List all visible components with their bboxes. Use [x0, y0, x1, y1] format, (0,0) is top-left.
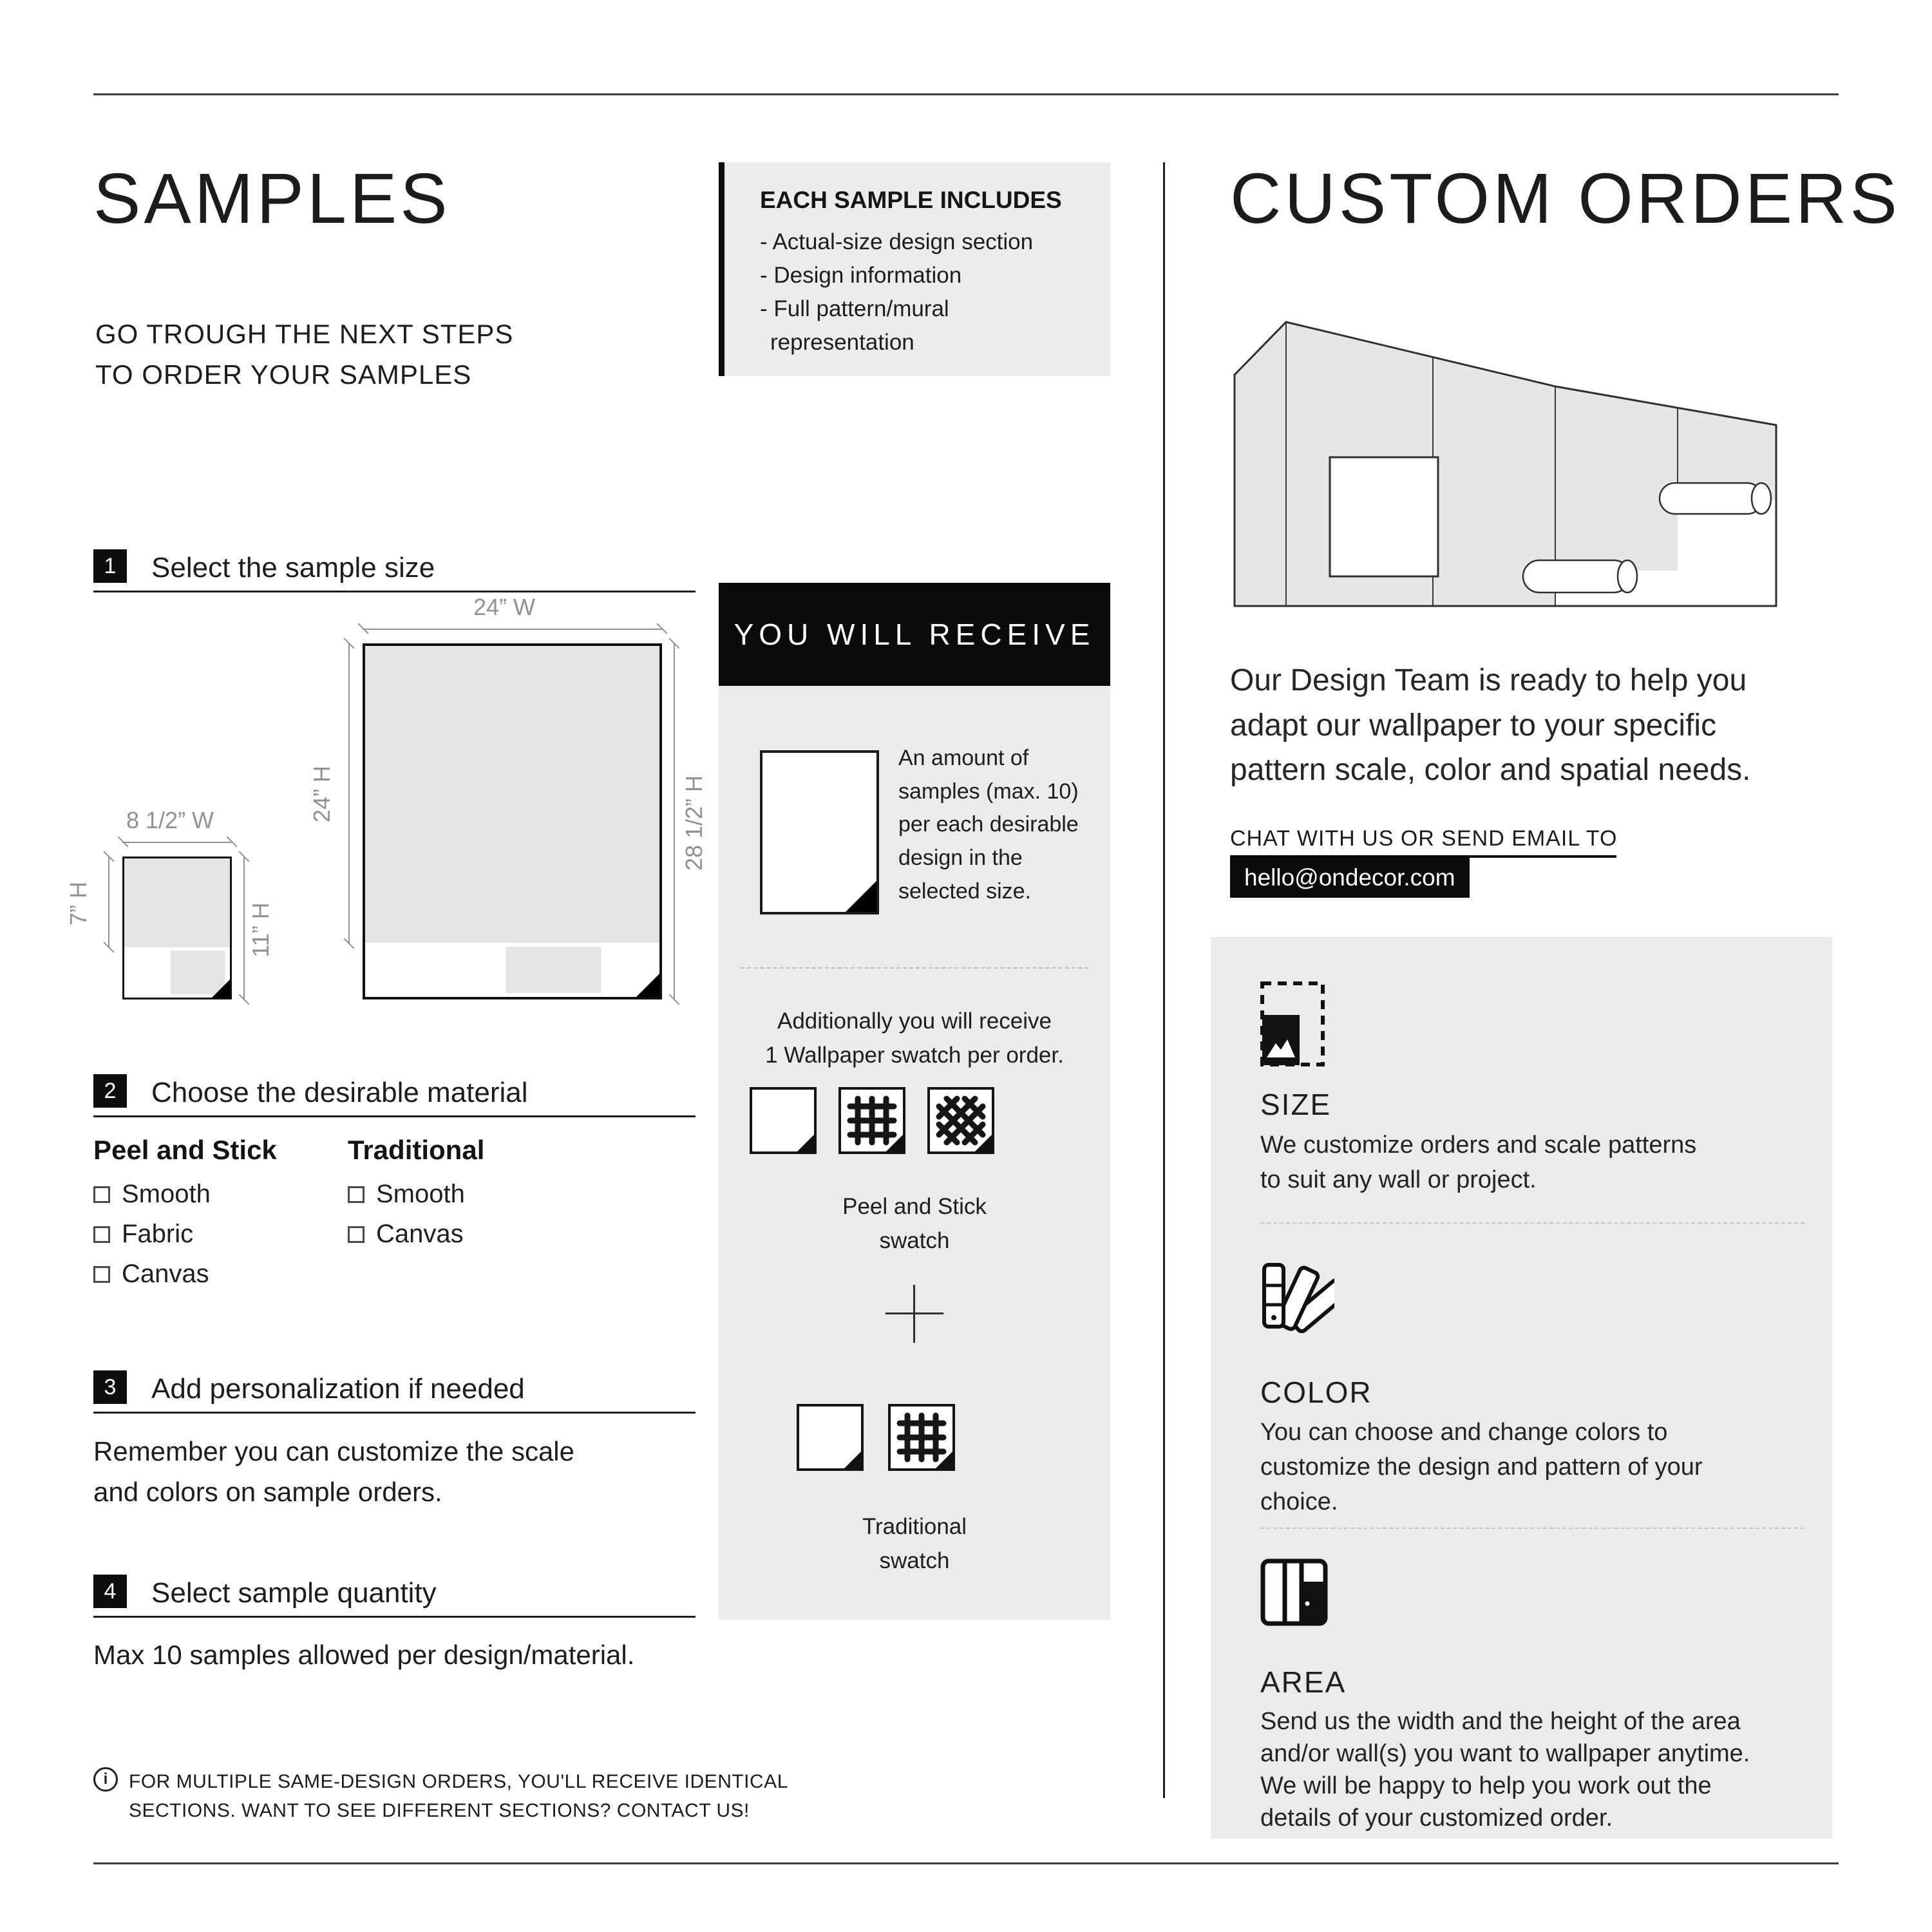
color-text	[1260, 1416, 1703, 1520]
samples-intro-line1: GO TROUGH THE NEXT STEPS	[95, 319, 514, 349]
custom-intro	[1230, 658, 1751, 793]
step3-note-line2: and colors on sample orders.	[93, 1477, 442, 1507]
small-width-label: 8 1/2” W	[126, 807, 214, 833]
color-swatch-fan-icon	[1260, 1261, 1334, 1333]
small-height-left-label: 7” H	[65, 882, 91, 926]
footnote	[129, 1767, 788, 1825]
amount-line: samples (max. 10)	[898, 779, 1079, 804]
large-sample-info-band	[365, 943, 659, 997]
step2-number: 2	[93, 1074, 127, 1108]
step4-number: 4	[93, 1575, 127, 1608]
option-traditional-smooth[interactable]	[348, 1180, 465, 1209]
traditional-swatch-caption	[719, 1510, 1110, 1578]
step3-label: Add personalization if needed	[151, 1373, 525, 1405]
option-label: Canvas	[376, 1220, 464, 1248]
option-traditional-canvas[interactable]	[348, 1220, 464, 1249]
caption-line1: Peel and Stick	[842, 1194, 987, 1219]
option-peel-canvas[interactable]	[93, 1260, 209, 1289]
includes-item: - Actual-size design section	[760, 229, 1034, 254]
step4-label: Select sample quantity	[151, 1577, 437, 1609]
step3-note-line1: Remember you can customize the scale	[93, 1436, 574, 1466]
lattice-swatch-icon	[927, 1087, 994, 1154]
samples-intro	[95, 314, 513, 395]
samples-intro-line2: TO ORDER YOUR SAMPLES	[95, 359, 472, 390]
peel-swatch-caption	[719, 1190, 1110, 1258]
size-heading: SIZE	[1260, 1088, 1332, 1121]
amount-line: selected size.	[898, 878, 1031, 904]
plain-swatch-icon	[750, 1087, 817, 1154]
plain-swatch-icon	[797, 1404, 864, 1471]
size-line: We customize orders and scale patterns	[1260, 1132, 1697, 1159]
additionally-line2: 1 Wallpaper swatch per order.	[765, 1042, 1064, 1068]
color-line: choice.	[1260, 1488, 1338, 1515]
step3-note	[93, 1431, 574, 1512]
amount-line: design in the	[898, 846, 1023, 871]
amount-line: per each desirable	[898, 812, 1079, 837]
step1-number: 1	[93, 549, 127, 583]
step2-underline	[93, 1115, 696, 1117]
large-sample-fold-corner	[636, 974, 659, 997]
area-heading: AREA	[1260, 1665, 1347, 1699]
grid-swatch-icon	[888, 1404, 955, 1471]
large-width-label: 24” W	[473, 594, 536, 620]
bottom-divider	[93, 1862, 1839, 1864]
step4-underline	[93, 1616, 696, 1618]
page-fold-corner	[846, 881, 876, 912]
info-icon-glyph: i	[103, 1770, 108, 1788]
step3-number: 3	[93, 1370, 127, 1404]
caption-line2: swatch	[879, 1548, 950, 1573]
checkbox-icon[interactable]	[348, 1186, 365, 1203]
includes-item: representation	[770, 330, 914, 355]
custom-intro-line1: Our Design Team is ready to help you	[1230, 663, 1747, 697]
includes-item: - Design information	[760, 263, 962, 288]
info-icon	[93, 1767, 118, 1792]
area-line: details of your customized order.	[1260, 1804, 1613, 1832]
wallpaper-wall-illustration	[1233, 321, 1777, 623]
custom-intro-line2: adapt our wallpaper to your specific	[1230, 708, 1717, 743]
checkbox-icon[interactable]	[348, 1226, 365, 1243]
footnote-line2: SECTIONS. WANT TO SEE DIFFERENT SECTIONS? CONTACT US!	[129, 1800, 750, 1821]
material-peel-title: Peel and Stick	[93, 1135, 277, 1165]
large-height-left-dim-line	[348, 643, 350, 943]
step1-underline	[93, 591, 696, 592]
additionally-line1: Additionally you will receive	[777, 1009, 1052, 1034]
large-height-right-label: 28 1/2” H	[681, 775, 707, 871]
sample-page-icon	[760, 750, 879, 914]
step4-note: Max 10 samples allowed per design/material.	[93, 1640, 635, 1670]
additionally-text	[719, 1005, 1110, 1072]
small-height-right-label: 11” H	[247, 902, 274, 958]
wallpaper-roll-right	[1660, 483, 1771, 514]
step1-label: Select the sample size	[151, 552, 435, 583]
checkbox-icon[interactable]	[93, 1266, 110, 1283]
checkbox-icon[interactable]	[93, 1186, 110, 1203]
step3-underline	[93, 1412, 696, 1414]
panel-dashed-divider	[1260, 1528, 1804, 1529]
option-peel-fabric[interactable]	[93, 1220, 193, 1249]
caption-line1: Traditional	[862, 1514, 967, 1539]
receive-dashed-divider	[741, 967, 1088, 969]
option-label: Canvas	[122, 1260, 209, 1288]
each-sample-includes-box	[719, 162, 1110, 376]
caption-line2: swatch	[879, 1227, 950, 1253]
area-line: Send us the width and the height of the area	[1260, 1708, 1741, 1735]
color-line: customize the design and pattern of your	[1260, 1453, 1703, 1481]
wallpaper-roll-bottom	[1523, 560, 1637, 592]
large-width-dim-line	[363, 629, 662, 630]
large-height-right-dim-line	[674, 643, 675, 999]
includes-title: EACH SAMPLE INCLUDES	[760, 187, 1062, 213]
small-sample-diagram	[122, 857, 232, 999]
grid-swatch-icon	[838, 1087, 905, 1154]
panel-dashed-divider	[1260, 1222, 1804, 1224]
checkbox-icon[interactable]	[93, 1226, 110, 1243]
footnote-line1: FOR MULTIPLE SAME-DESIGN ORDERS, YOU'LL RECEIVE IDENTICAL	[129, 1771, 788, 1792]
color-line: You can choose and change colors to	[1260, 1419, 1668, 1446]
includes-item: - Full pattern/mural	[760, 296, 949, 321]
custom-intro-line3: pattern scale, color and spatial needs.	[1230, 753, 1751, 788]
size-line: to suit any wall or project.	[1260, 1166, 1537, 1193]
option-peel-smooth[interactable]	[93, 1180, 211, 1209]
option-label: Smooth	[122, 1180, 211, 1208]
large-sample-band-square	[506, 947, 601, 993]
email-badge[interactable]: hello@ondecor.com	[1230, 858, 1470, 898]
size-text	[1260, 1128, 1696, 1198]
option-label: Fabric	[122, 1220, 194, 1248]
amount-line: An amount of	[898, 746, 1029, 770]
small-height-left-dim-line	[108, 857, 109, 947]
custom-orders-title: CUSTOM ORDERS	[1230, 159, 1900, 238]
small-sample-fold-corner	[212, 980, 230, 998]
small-width-dim-line	[122, 842, 232, 843]
amount-text	[898, 742, 1104, 908]
column-divider	[1163, 162, 1165, 1798]
large-sample-diagram	[363, 643, 662, 999]
area-line: and/or wall(s) you want to wallpaper anytime.	[1260, 1740, 1750, 1768]
area-line: We will be happy to help you work out the	[1260, 1772, 1712, 1800]
area-text	[1260, 1705, 1750, 1835]
samples-title: SAMPLES	[93, 159, 451, 238]
large-height-left-label: 24” H	[308, 765, 335, 823]
includes-accent-bar	[719, 162, 724, 376]
area-wall-door-icon	[1260, 1558, 1328, 1626]
chat-label: CHAT WITH US OR SEND EMAIL TO	[1230, 826, 1618, 851]
you-will-receive-header: YOU WILL RECEIVE	[719, 583, 1110, 686]
size-crop-image-icon	[1260, 981, 1325, 1066]
step2-label: Choose the desirable material	[151, 1077, 528, 1108]
color-heading: COLOR	[1260, 1376, 1372, 1409]
plus-icon	[886, 1285, 943, 1343]
material-traditional-title: Traditional	[348, 1135, 485, 1165]
small-height-right-dim-line	[243, 857, 245, 999]
option-label: Smooth	[376, 1180, 465, 1208]
top-divider	[93, 93, 1839, 95]
